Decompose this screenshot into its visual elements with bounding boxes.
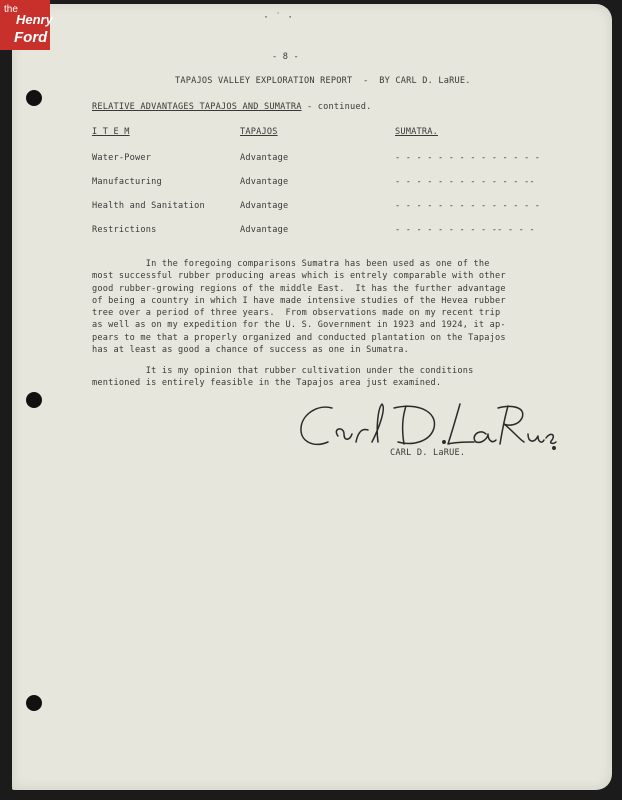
row-tapajos: Advantage (240, 153, 289, 163)
typed-signature: CARL D. LaRUE. (390, 448, 466, 458)
row-tapajos: Advantage (240, 225, 289, 235)
paragraph-line: good rubber-growing regions of the middle East. It has the further advantage (92, 283, 506, 294)
row-item: Water-Power (92, 153, 152, 163)
row-sumatra: - - - - - - - - - - - - -- (395, 177, 535, 187)
logo-word-ford: Ford (14, 29, 48, 46)
row-sumatra: - - - - - - - - - -- - - - (395, 225, 535, 235)
paragraph-line: has at least as good a chance of success as one in Sumatra. (92, 345, 410, 356)
paragraph-line: tree over a period of three years. From observations made on my recent trip (92, 308, 501, 319)
binder-hole-3 (26, 695, 42, 711)
paragraph-opinion (92, 365, 474, 390)
section-heading-text: RELATIVE ADVANTAGES TAPAJOS AND SUMATRA (92, 102, 302, 112)
section-heading-suffix: - continued. (301, 102, 372, 112)
row-sumatra: - - - - - - - - - - - - - - (395, 153, 541, 163)
column-header-tapajos: TAPAJOS (240, 127, 278, 137)
document-page (12, 4, 612, 790)
page-number: - 8 - (272, 52, 299, 62)
paragraph-line: pears to me that a properly organized and conducted plantation on the Tapajos (92, 332, 506, 343)
logo-word-the: the (4, 4, 18, 15)
section-heading (92, 102, 371, 112)
handwritten-signature (298, 398, 558, 458)
paragraph-line: In the foregoing comparisons Sumatra has been used as one of the (92, 259, 490, 269)
paragraph-line: of being a country in which I have made intensive studies of the Hevea rubber (92, 295, 506, 306)
row-item: Health and Sanitation (92, 201, 205, 211)
paragraph-line: mentioned is entirely feasible in the Tapajos area just examined. (92, 378, 442, 389)
paragraph-line: most successful rubber producing areas which is entrely comparable with other (92, 271, 506, 282)
row-tapajos: Advantage (240, 201, 289, 211)
paragraph-comparison (92, 258, 506, 356)
stray-marks: · ˙ · (263, 12, 294, 23)
henry-ford-logo (0, 0, 53, 50)
binder-hole-2 (26, 392, 42, 408)
paragraph-line: It is my opinion that rubber cultivation under the conditions (92, 366, 474, 376)
column-header-sumatra: SUMATRA. (395, 127, 438, 137)
row-tapajos: Advantage (240, 177, 289, 187)
paragraph-line: as well as on my expedition for the U. S. Government in 1923 and 1924, it ap- (92, 320, 506, 331)
row-item: Manufacturing (92, 177, 162, 187)
row-sumatra: - - - - - - - - - - - - - - (395, 201, 541, 211)
row-item: Restrictions (92, 225, 157, 235)
logo-word-henry: Henry (16, 12, 53, 27)
report-title: TAPAJOS VALLEY EXPLORATION REPORT - BY CARL D. LaRUE. (175, 76, 471, 86)
binder-hole-1 (26, 90, 42, 106)
column-header-item: I T E M (92, 127, 130, 137)
